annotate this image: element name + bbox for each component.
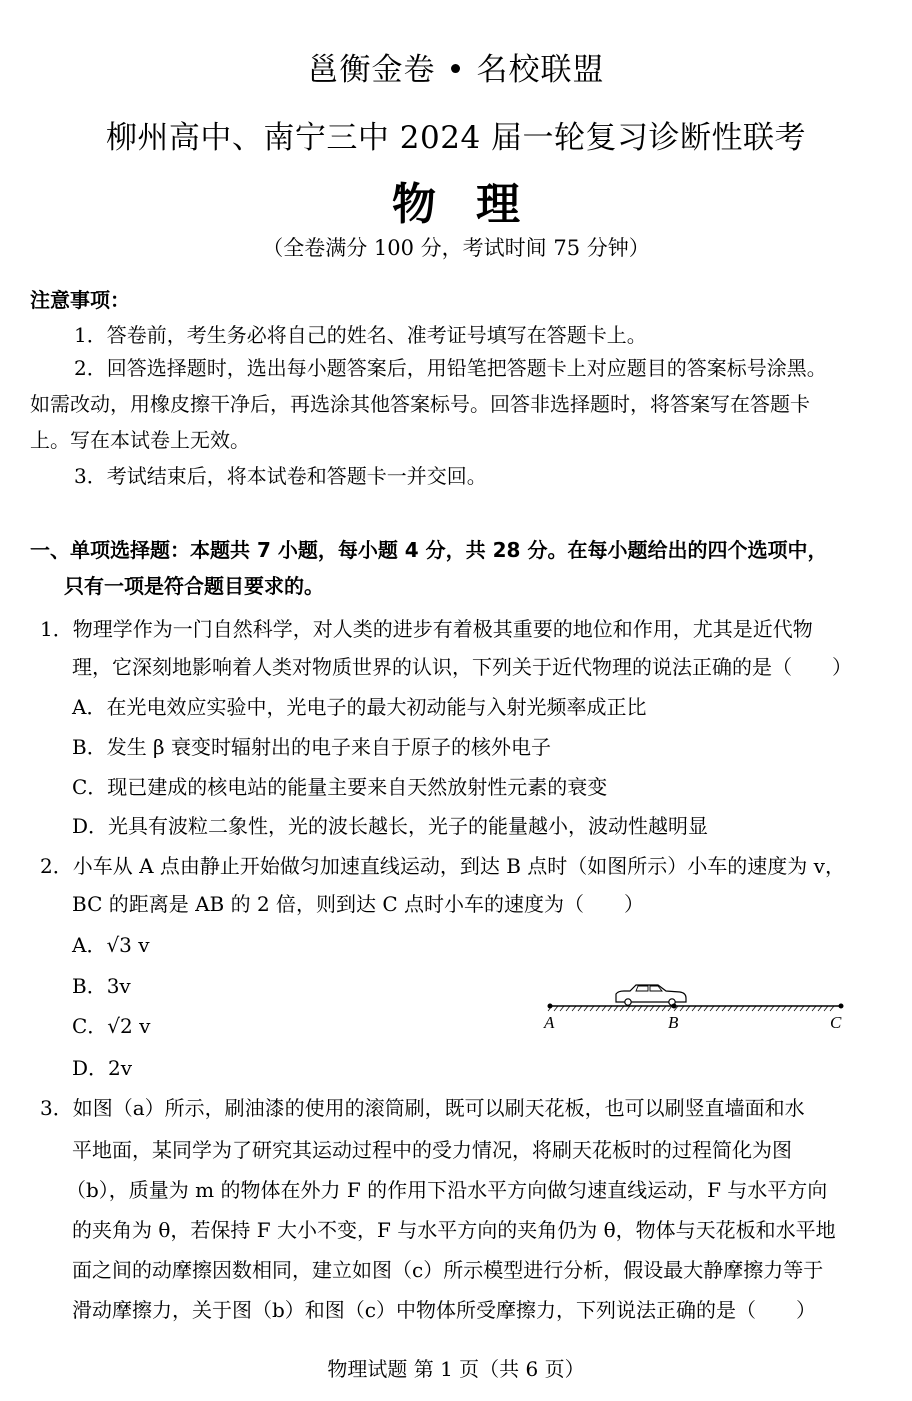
car-track-figure bbox=[540, 978, 850, 1038]
q1-option-a: A．在光电效应实验中，光电子的最大初动能与入射光频率成正比 bbox=[72, 695, 647, 719]
note-item-3: 3．考试结束后，将本试卷和答题卡一并交回。 bbox=[74, 464, 487, 488]
notes-title: 注意事项： bbox=[30, 288, 130, 312]
label-b: B bbox=[668, 1013, 679, 1032]
point-c-dot bbox=[839, 1004, 844, 1009]
section-1-line-1: 一、单项选择题：本题共 7 小题，每小题 4 分，共 28 分。在每小题给出的四个选项中， bbox=[30, 538, 828, 562]
label-c: C bbox=[830, 1013, 842, 1032]
q1-stem-line-2: 理，它深刻地影响着人类对物质世界的认识，下列关于近代物理的说法正确的是（ ） bbox=[72, 655, 852, 679]
point-b-dot bbox=[672, 1004, 677, 1009]
page-footer: 物理试题 第 1 页（共 6 页） bbox=[327, 1357, 585, 1381]
section-1-line-2: 只有一项是符合题目要求的。 bbox=[64, 574, 324, 598]
subject-title: 物理 bbox=[392, 179, 560, 230]
q2-stem-line-1: 2．小车从 A 点由静止开始做匀加速直线运动，到达 B 点时（如图所示）小车的速度为 v， bbox=[40, 854, 845, 878]
q3-stem-line-6: 滑动摩擦力，关于图（b）和图（c）中物体所受摩擦力，下列说法正确的是（ ） bbox=[72, 1298, 817, 1322]
q1-option-d: D．光具有波粒二象性，光的波长越长，光子的能量越小，波动性越明显 bbox=[72, 814, 709, 838]
q3-stem-line-4: 的夹角为 θ，若保持 F 大小不变，F 与水平方向的夹角仍为 θ，物体与天花板和水平地 bbox=[72, 1218, 836, 1242]
q2-option-a: A．√3 v bbox=[72, 933, 150, 957]
note-item-1: 1．答卷前，考生务必将自己的姓名、准考证号填写在答题卡上。 bbox=[74, 323, 647, 347]
note-item-2-line-3: 上。写在本试卷上无效。 bbox=[30, 428, 250, 452]
exam-title: 柳州高中、南宁三中 2024 届一轮复习诊断性联考 bbox=[105, 120, 807, 156]
q2-option-d: D．2v bbox=[72, 1056, 133, 1080]
series-title: 邕衡金卷 • 名校联盟 bbox=[307, 52, 605, 88]
q3-stem-line-5: 面之间的动摩擦因数相同，建立如图（c）所示模型进行分析，假设最大静摩擦力等于 bbox=[72, 1258, 824, 1282]
exam-info: （全卷满分 100 分，考试时间 75 分钟） bbox=[262, 236, 650, 260]
point-a-dot bbox=[548, 1004, 553, 1009]
car-icon bbox=[616, 985, 686, 1005]
q1-option-c: C．现已建成的核电站的能量主要来自天然放射性元素的衰变 bbox=[72, 775, 608, 799]
q3-stem-line-2: 平地面，某同学为了研究其运动过程中的受力情况，将刷天花板时的过程简化为图 bbox=[72, 1138, 792, 1162]
note-item-2-line-2: 如需改动，用橡皮擦干净后，再选涂其他答案标号。回答非选择题时，将答案写在答题卡 bbox=[30, 392, 810, 416]
q3-stem-line-3: （b），质量为 m 的物体在外力 F 的作用下沿水平方向做匀速直线运动，F 与水平方向 bbox=[66, 1178, 828, 1202]
q1-option-b: B．发生 β 衰变时辐射出的电子来自于原子的核外电子 bbox=[72, 735, 551, 759]
label-a: A bbox=[544, 1013, 555, 1032]
q2-stem-line-2: BC 的距离是 AB 的 2 倍，则到达 C 点时小车的速度为（ ） bbox=[72, 892, 645, 916]
q3-stem-line-1: 3．如图（a）所示，刷油漆的使用的滚筒刷，既可以刷天花板，也可以刷竖直墙面和水 bbox=[40, 1096, 805, 1120]
ground-hatching bbox=[548, 1006, 834, 1011]
q1-stem-line-1: 1．物理学作为一门自然科学，对人类的进步有着极其重要的地位和作用，尤其是近代物 bbox=[40, 617, 813, 641]
q2-option-b: B．3v bbox=[72, 974, 131, 998]
note-item-2-line-1: 2．回答选择题时，选出每小题答案后，用铅笔把答题卡上对应题目的答案标号涂黑。 bbox=[74, 356, 827, 380]
q2-option-c: C．√2 v bbox=[72, 1014, 151, 1038]
